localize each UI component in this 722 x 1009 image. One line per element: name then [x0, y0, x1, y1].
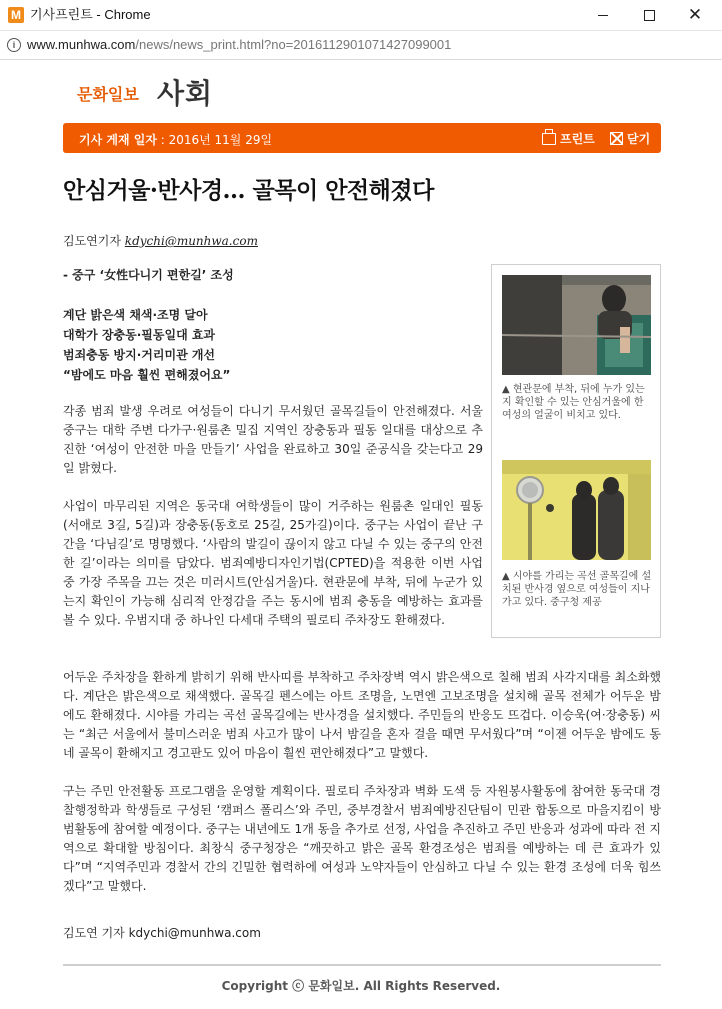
lead-line: - 중구 ‘女性다니기 편한길’ 조성	[63, 268, 234, 282]
byline-name: 김도연기자	[63, 234, 121, 248]
minimize-icon	[598, 15, 608, 16]
print-button[interactable]	[542, 130, 595, 147]
info-icon[interactable]: i	[7, 38, 21, 52]
subhead-2: 대학가 장충동·필동일대 효과	[63, 328, 216, 342]
print-label: 프린트	[560, 132, 595, 146]
subhead-4: “밤에도 마음 훨씬 편해졌어요”	[63, 368, 231, 382]
byline	[63, 232, 258, 249]
footer-divider	[63, 964, 661, 966]
window-title: 기사프린트 - Chrome	[30, 7, 151, 22]
photo-safety-mirror	[502, 275, 651, 375]
subhead-1: 계단 밝은색 채색·조명 달아	[63, 308, 208, 322]
paragraph-1: 각종 범죄 발생 우려로 여성들이 다니기 무서웠던 골목길들이 안전해졌다. 서울 중구는 대학 주변 다가구·원룸촌 밀집 지역인 장충동과 필동 일대를 대상으로 추진한 ‘여성이 안전한 마을 만들기’ 사업을 완료하고 30일 준공식을 갖는다고 29일 밝혔다.	[63, 404, 483, 475]
window-titlebar	[0, 0, 722, 31]
byline-email[interactable]: kdychi@munhwa.com	[124, 234, 258, 248]
printer-icon	[542, 133, 556, 145]
subhead-3: 범죄충동 방지·거리미관 개선	[63, 348, 216, 362]
close-box-icon	[610, 132, 623, 145]
paragraph-3: 구는 주민 안전활동 프로그램을 운영할 계획이다. 필로티 주차장과 벽화 도색 등 자원봉사활동에 참여한 동국대 경찰행정학과 학생들로 구성된 ‘캠퍼스 폴리스’와 주민, 중부경찰서 범죄예방진단팀이 민관 합동으로 마을지킴이 방범활동에 참여할 예정이다. 중구는 내년에도 1개 동을 추가로 선정, 사업을 추진하고 주민 반응과 성과에 따라 전 지역으로 확대할 방침이다. 최창식 중구청장은 “깨끗하고 밝은 골목 환경조성은 범죄를 예방하는 데 큰 효과가 있다”며 “지역주민과 경찰서 간의 긴밀한 협력하에 여성과 노약자들이 안심하고 다닐 수 있는 환경 조성에 더욱 힘쓰겠다”고 말했다.	[63, 784, 661, 893]
article-info-bar	[63, 123, 661, 153]
url-text[interactable]	[27, 37, 451, 53]
subheadings	[63, 265, 234, 385]
url-path: /news/news_print.html?no=2016112901071427099001	[135, 37, 452, 52]
copyright: Copyright ⓒ 문화일보. All Rights Reserved.	[221, 979, 501, 993]
print-page	[0, 60, 722, 1009]
publish-date	[79, 131, 272, 148]
address-bar[interactable]	[0, 31, 722, 60]
photo-convex-mirror	[502, 460, 651, 560]
article-headline: 안심거울·반사경… 골목이 안전해졌다	[63, 177, 434, 204]
url-host: www.munhwa.com	[27, 37, 136, 52]
date-label: 기사 게재 일자	[79, 133, 157, 147]
section-title: 사회	[157, 77, 214, 110]
photo-caption-1: ▲ 현관문에 부착, 뒤에 누가 있는지 확인할 수 있는 안심거울에 한 여성의 얼굴이 비치고 있다.	[502, 384, 645, 421]
maximize-button[interactable]	[626, 0, 672, 30]
paragraph-2: 사업이 마무리된 지역은 동국대 여학생들이 많이 거주하는 원룸촌 일대인 필동(서애로 3길, 5길)과 장충동(동호로 25길, 25가길)이다. 중구는 사업이 끝난 구간을 ‘다님길’로 명명했다. ‘사람의 발길이 끊이지 않고 다닐 수 있는 중구의 안전한 길’이라는 의미를 담았다. 범죄예방디자인기법(CPTED)을 적용한 이번 사업 중 가장 주목을 끄는 것은 미러시트(안심거울)다. 현관문에 부착, 뒤에 누군가 있는지 확인이 가능해 심리적 안정감을 주는 동시에 범죄 충동을 예방하는 효과를 볼 수 있다. 우범지대 중 하나인 다세대 주택의 필로티 주차장도 환해졌다.	[63, 499, 483, 627]
close-label: 닫기	[627, 132, 651, 146]
close-window-button[interactable]: ✕	[687, 5, 703, 25]
munhwa-app-icon: M	[8, 7, 24, 23]
signature: 김도연 기자 kdychi@munhwa.com	[63, 926, 261, 940]
photo-sidebar	[491, 264, 661, 638]
close-button[interactable]	[610, 130, 650, 147]
minimize-button[interactable]	[580, 0, 626, 30]
maximize-icon	[644, 10, 655, 21]
photo-caption-2: ▲ 시야를 가리는 곡선 골목길에 설치된 반사경 옆으로 여성들이 지나가고 있다. 중구청 제공	[502, 571, 652, 608]
brand-logo: 문화일보	[77, 85, 139, 104]
paragraph-2-continued: 어두운 주차장을 환하게 밝히기 위해 반사띠를 부착하고 주차장벽 역시 밝은색으로 칠해 범죄 사각지대를 최소화했다. 계단은 밝은색으로 채색했다. 골목길 펜스에는 아트 조명을, 노면엔 고보조명을 설치해 골목 전체가 어두운 밤에도 환해졌다. 시야를 가리는 곡선 골목길에는 반사경을 설치했다. 주민들의 반응도 뜨겁다. 이승욱(여·장충동) 씨는 “최근 서울에서 불미스러운 범죄 사고가 많이 나서 밤길을 혼자 걸을 때면 무서웠다”며 “이젠 어두운 밤에도 동네 골목이 환해지고 경고판도 있어 마음이 훨씬 편안해졌다”고 말했다.	[63, 670, 661, 760]
date-value: : 2016년 11월 29일	[156, 133, 273, 147]
